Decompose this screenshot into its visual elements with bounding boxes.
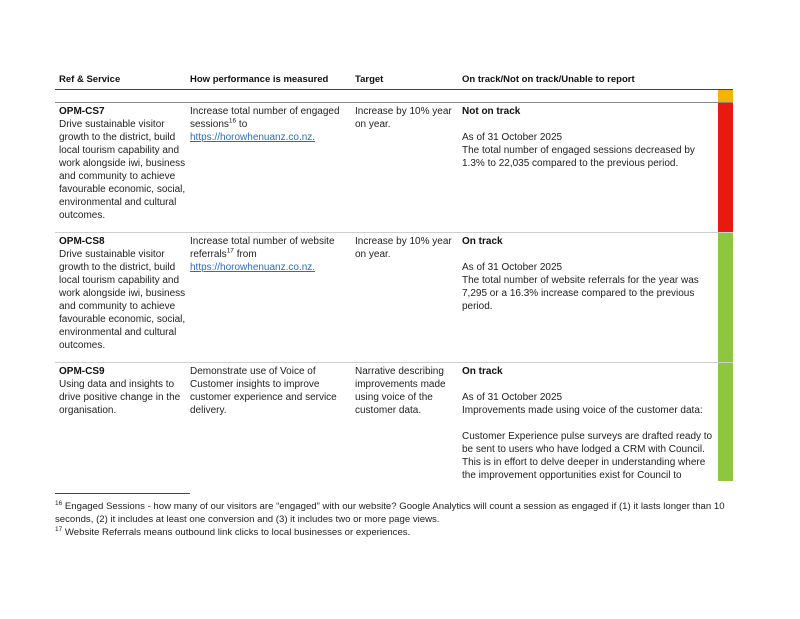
footnote-ref: 17 [226, 247, 234, 255]
measure-cell [190, 235, 348, 274]
section-strip [55, 90, 733, 102]
footnote-ref: 16 [228, 117, 237, 125]
table-row-opm-cs9 [55, 363, 733, 481]
footnote-16 [55, 500, 735, 526]
header-status: On track/Not on track/Unable to report [462, 74, 635, 85]
header-target: Target [355, 74, 384, 85]
green-status-indicator [718, 233, 733, 363]
measure-cell: Demonstrate use of Voice of Customer insights to improve customer experience and service delivery. [190, 366, 337, 416]
footnote-text: Engaged Sessions - how many of our visitors are “engaged” with our website? Google Analytics will count a session as engaged if (1) it lasts longer than 10 seconds, (2) it includes at least one conversion and (3) it includes two or more page views. [55, 501, 725, 525]
measure-suffix: from [233, 249, 257, 260]
footnote-number: 16 [55, 499, 63, 507]
measure-suffix: to [236, 119, 248, 130]
status-label: Not on track [462, 106, 521, 117]
target-cell: Narrative describing improvements made using voice of the customer data. [355, 366, 446, 416]
status-date: As of 31 October 2025 [462, 392, 563, 403]
website-link[interactable]: https://horowhenuanz.co.nz. [190, 132, 316, 143]
status-cell [462, 105, 714, 170]
website-link[interactable]: https://horowhenuanz.co.nz. [190, 262, 316, 273]
red-status-indicator [718, 103, 733, 233]
status-detail: The total number of engaged sessions decreased by 1.3% to 22,035 compared to the previous period. [462, 145, 695, 169]
ref-code: OPM-CS7 [59, 106, 105, 117]
target-cell: Increase by 10% year on year. [355, 106, 452, 130]
ref-service-cell [59, 105, 187, 222]
header-ref-service: Ref & Service [59, 74, 121, 85]
status-cell [462, 235, 714, 313]
service-description: Drive sustainable visitor growth to the district, build local tourism capability and work alongside iwi, business and community to achieve favourable economic, social, environmental and cultural outcomes. [59, 249, 186, 351]
table-row-opm-cs7 [55, 103, 733, 233]
status-detail-continued: Customer Experience pulse surveys are drafted ready to be sent to users who have lodged a CRM with Council. This is in effort to delve deeper in understanding where the improvement opportunities exist for Council to [462, 431, 713, 481]
status-label: On track [462, 366, 503, 377]
footnote-number: 17 [55, 525, 63, 533]
service-description: Using data and insights to drive positive change in the organisation. [59, 379, 181, 416]
measure-text: Increase total number of website referrals [190, 236, 335, 260]
status-cell [462, 365, 714, 481]
ref-service-cell [59, 365, 187, 417]
ref-code: OPM-CS9 [59, 366, 105, 377]
service-description: Drive sustainable visitor growth to the district, build local tourism capability and work alongside iwi, business and community to achieve favourable economic, social, environmental and cultural outcomes. [59, 119, 186, 221]
status-detail: The total number of website referrals for the year was 7,295 or a 16.3% increase compared to the previous period. [462, 275, 699, 312]
status-detail: Improvements made using voice of the customer data: [462, 405, 703, 416]
ref-code: OPM-CS8 [59, 236, 105, 247]
footnote-17 [55, 526, 735, 539]
status-date: As of 31 October 2025 [462, 132, 563, 143]
footnote-divider [55, 493, 190, 494]
status-date: As of 31 October 2025 [462, 262, 563, 273]
measure-cell [190, 105, 348, 144]
header-measure: How performance is measured [190, 74, 329, 85]
status-label: On track [462, 236, 503, 247]
green-status-indicator [718, 363, 733, 481]
table-row-opm-cs8 [55, 233, 733, 363]
measure-text: Increase total number of engaged sessions [190, 106, 340, 130]
footnote-text: Website Referrals means outbound link clicks to local businesses or experiences. [62, 527, 411, 538]
ref-service-cell [59, 235, 187, 352]
amber-status-indicator [718, 90, 733, 102]
target-cell: Increase by 10% year on year. [355, 236, 452, 260]
